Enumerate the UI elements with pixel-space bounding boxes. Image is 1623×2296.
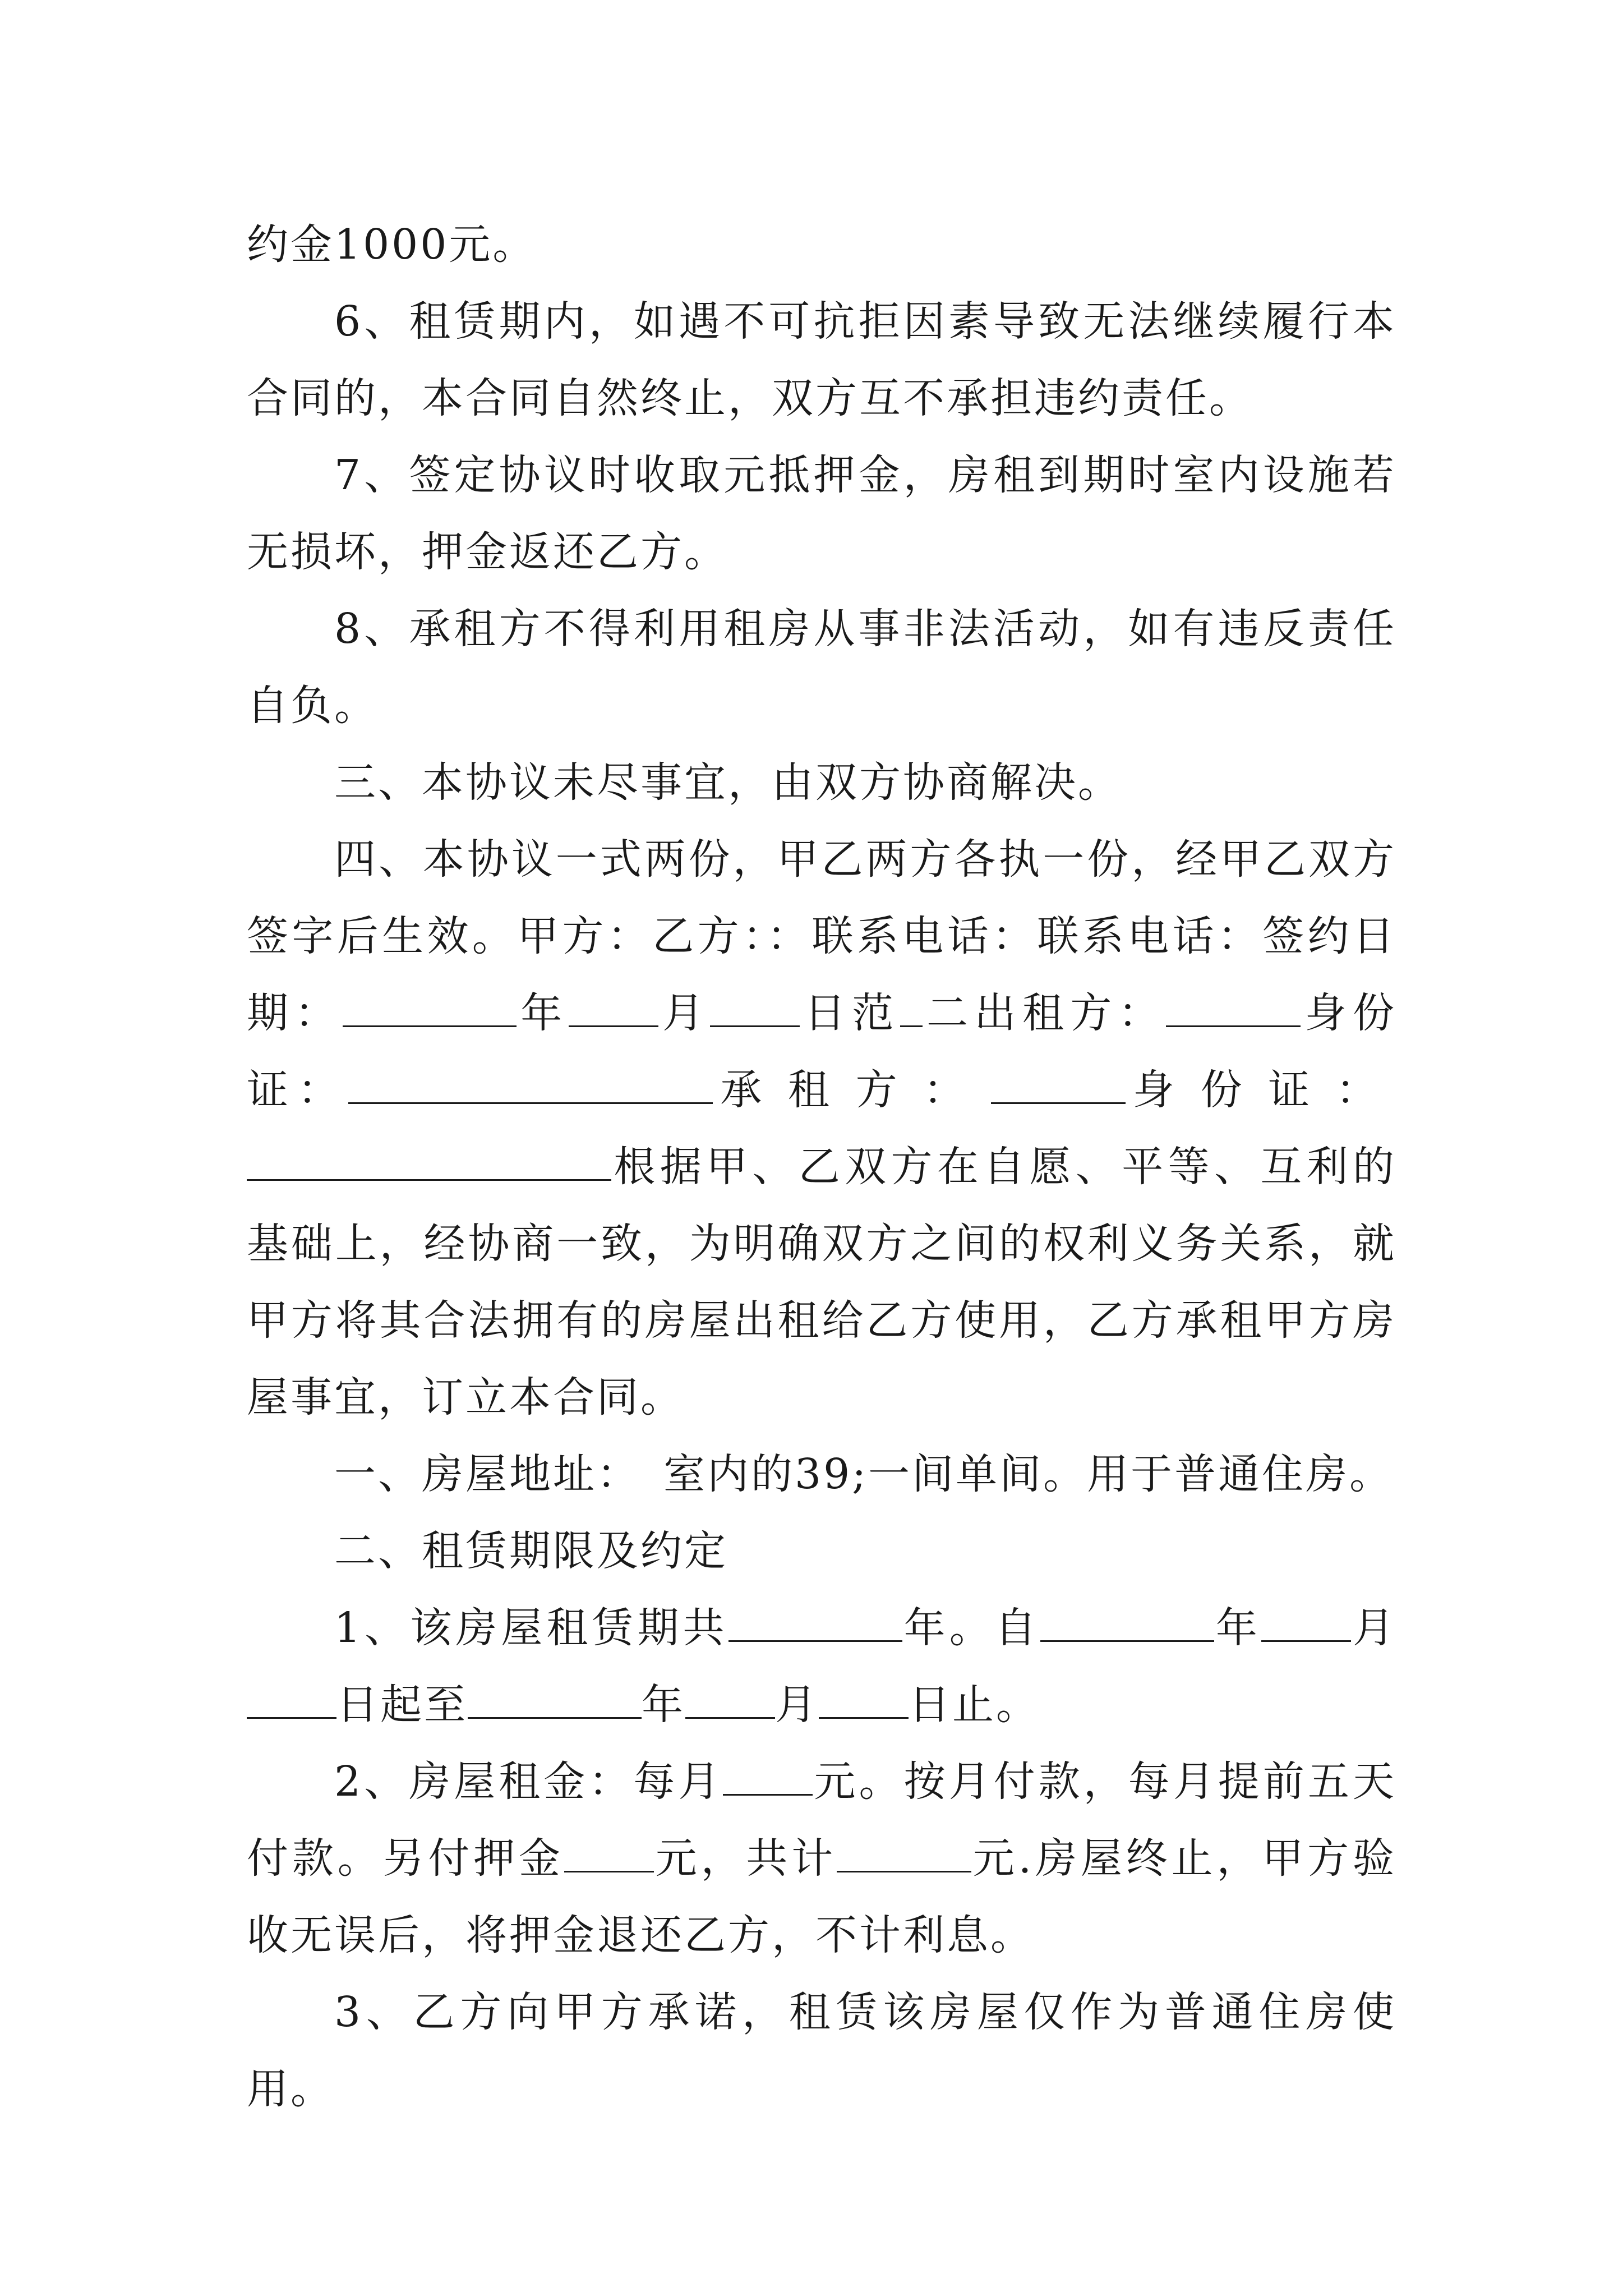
blank-small <box>900 991 923 1027</box>
blank-lessee <box>991 1068 1126 1104</box>
paragraph-text: 2、房屋租金：每月 <box>334 1757 723 1806</box>
paragraph-text: 年。自 <box>902 1604 1040 1652</box>
paragraph-text: 根据甲、乙双方在自愿、平等、互利的基础上，经协商一致，为明确双方之间的权利义务关系，就甲方将其合法拥有的房屋出租给乙方使用，乙方承租甲方房屋事宜，订立本合同。 <box>247 1143 1396 1421</box>
paragraph-lease-period <box>247 1590 1396 1743</box>
paragraph-illegal-activity <box>247 591 1396 744</box>
paragraph-text: 元，共计 <box>653 1834 837 1883</box>
label-month: 月 <box>775 1681 819 1729</box>
label-id-card: 身份证： <box>247 989 1397 1114</box>
paragraph-unresolved-matters <box>247 744 1396 821</box>
paragraph-house-address <box>247 1436 1396 1513</box>
blank-sign-year <box>343 991 517 1027</box>
blank-sign-day <box>710 991 800 1027</box>
blank-end-year <box>468 1682 642 1719</box>
label-month: 月 <box>658 989 711 1037</box>
paragraph-rent <box>247 1743 1396 1974</box>
blank-sign-month <box>569 991 658 1027</box>
paragraph-text: 二、租赁期限及约定 <box>334 1527 728 1575</box>
blank-lessee-id <box>247 1144 611 1181</box>
blank-total <box>837 1836 971 1872</box>
blank-lease-years <box>728 1605 902 1642</box>
paragraph-text: 约金1000元。 <box>247 220 537 269</box>
paragraph-penalty-end <box>247 206 1396 283</box>
label-year: 年 <box>642 1681 685 1729</box>
label-id-card-2: 身份证： <box>1126 1066 1397 1114</box>
paragraph-text: 日止。 <box>909 1681 1040 1729</box>
paragraph-deposit <box>247 437 1396 591</box>
label-year: 年 <box>1214 1604 1261 1652</box>
paragraph-text: 四、本协议一式两份，甲乙两方各执一份，经甲乙双方签字后生效。甲方：乙方：：联系电话：联系电话：签约日期： <box>247 835 1396 1037</box>
blank-start-day <box>247 1682 336 1719</box>
blank-start-year <box>1040 1605 1214 1642</box>
blank-lessor <box>1166 991 1301 1027</box>
paragraph-text: 8、承租方不得利用租房从事非法活动，如有违反责任自负。 <box>247 605 1396 730</box>
paragraph-text: 一、房屋地址： 室内的39;一间单间。用于普通住房。 <box>334 1450 1394 1498</box>
paragraph-text: 7、签定协议时收取元抵押金，房租到期时室内设施若无损坏，押金返还乙方。 <box>247 451 1396 576</box>
paragraph-text: 1、该房屋租赁期共 <box>334 1604 728 1652</box>
paragraph-text: 元。按月付款，每月提前五天付款。另付押金 <box>247 1757 1396 1883</box>
paragraph-signature-block <box>247 821 1396 1436</box>
label-month: 月 <box>1350 1604 1397 1652</box>
paragraph-text: 三、本协议未尽事宜，由双方协商解决。 <box>334 758 1122 807</box>
blank-end-month <box>685 1682 775 1719</box>
paragraph-text: 3、乙方向甲方承诺，租赁该房屋仅作为普通住房使用。 <box>247 1988 1396 2113</box>
label-day: 日范 <box>800 989 900 1037</box>
blank-monthly-rent <box>723 1759 813 1796</box>
paragraph-usage-commitment <box>247 1974 1396 2128</box>
paragraph-lease-term-heading <box>247 1513 1396 1590</box>
paragraph-text: 6、租赁期内，如遇不可抗拒因素导致无法继续履行本合同的，本合同自然终止，双方互不承担违约责任。 <box>247 297 1396 422</box>
blank-lessor-id <box>348 1068 713 1104</box>
blank-start-month <box>1261 1605 1351 1642</box>
label-lessee: 承租方： <box>713 1066 992 1114</box>
label-lessor: 二出租方： <box>922 989 1166 1037</box>
paragraph-text: 日起至 <box>336 1681 468 1729</box>
contract-text <box>247 206 1396 2128</box>
paragraph-text: 元.房屋终止，甲方验收无误后，将押金退还乙方，不计利息。 <box>247 1834 1397 1959</box>
blank-deposit <box>564 1836 654 1872</box>
label-year: 年 <box>516 989 569 1037</box>
blank-end-day <box>819 1682 909 1719</box>
paragraph-force-majeure <box>247 283 1396 437</box>
